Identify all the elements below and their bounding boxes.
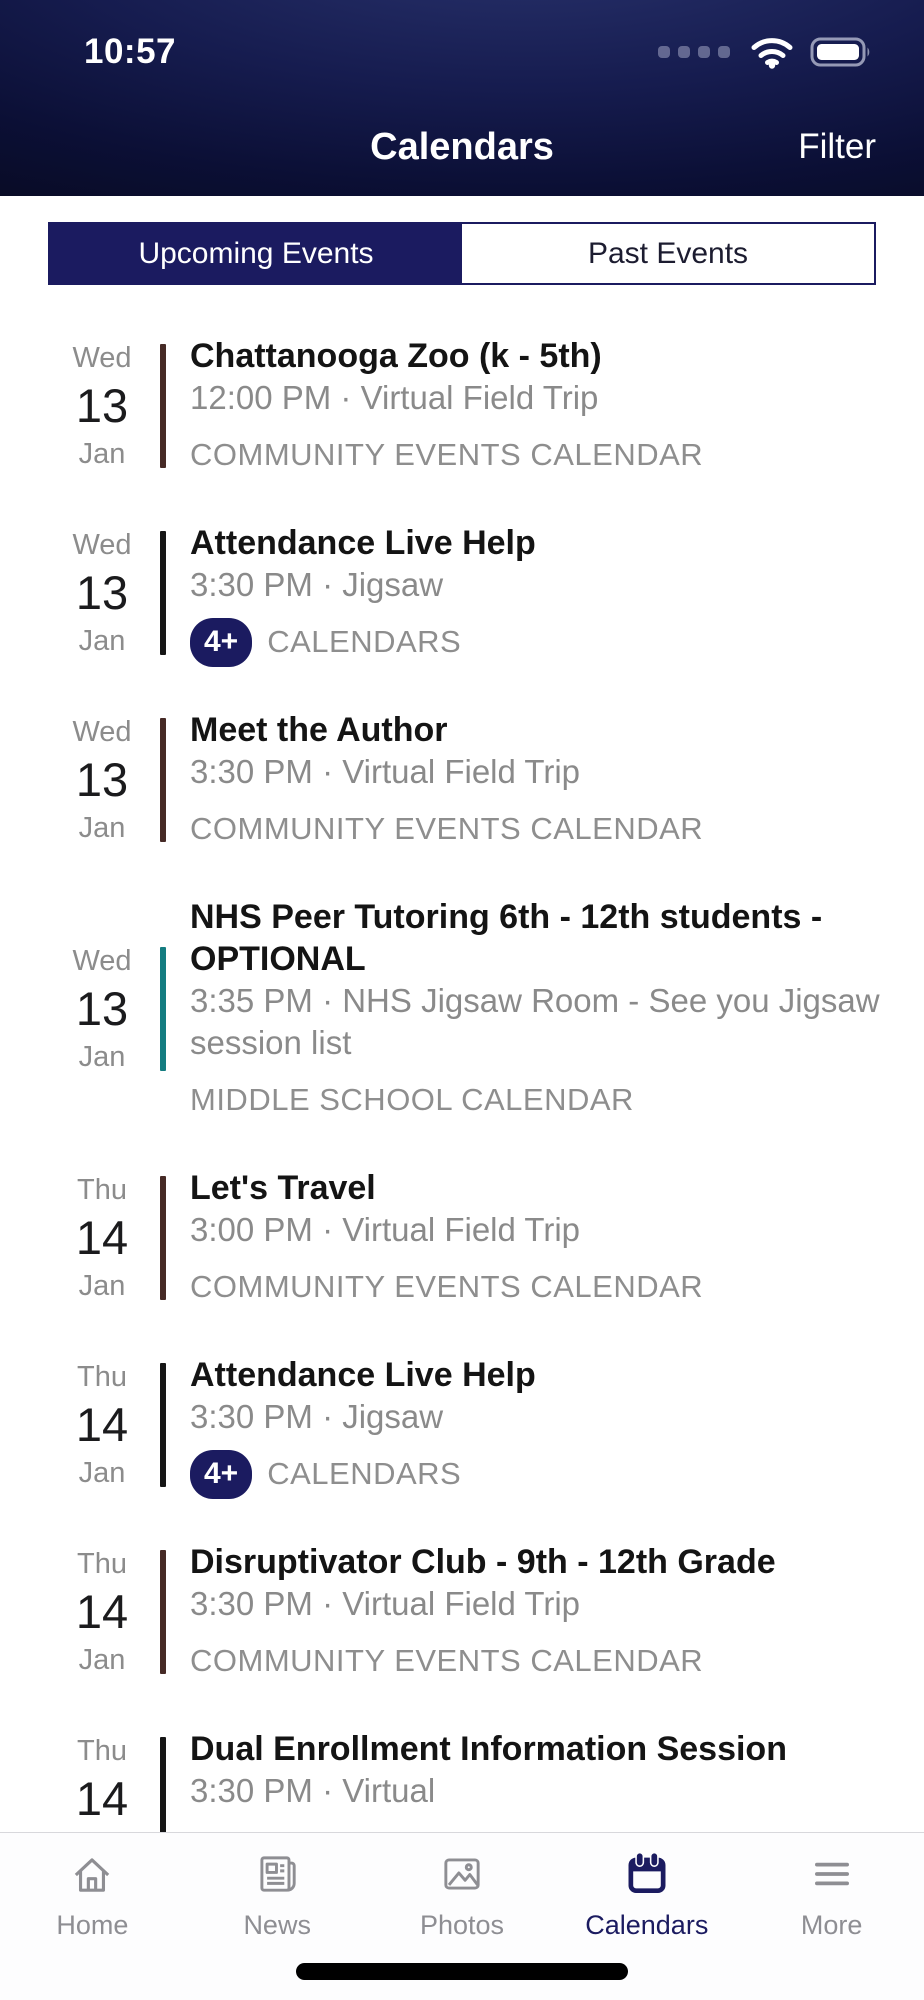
event-date-num: 14	[75, 1398, 129, 1451]
event-month: Jan	[78, 1041, 126, 1073]
event-color-bar	[160, 344, 166, 468]
event-title: NHS Peer Tutoring 6th - 12th students - OPTIONAL	[190, 898, 823, 978]
photos-icon	[437, 1849, 487, 1899]
event-color-bar	[160, 718, 166, 842]
calendar-icon	[622, 1849, 672, 1899]
event-calendar-row	[190, 1265, 890, 1309]
event-calendar-label: COMMUNITY EVENTS CALENDAR	[190, 811, 704, 846]
event-date-num: 14	[75, 1211, 129, 1264]
home-indicator[interactable]	[296, 1963, 628, 1980]
event-color-bar	[160, 947, 166, 1071]
event-date	[48, 1172, 156, 1304]
tab-label: More	[800, 1910, 863, 1940]
event-calendar-label: COMMUNITY EVENTS CALENDAR	[190, 1643, 704, 1678]
event-date-num: 14	[75, 1772, 129, 1825]
event-date	[48, 943, 156, 1075]
event-time-location: 3:30 PM · Virtual	[190, 1772, 436, 1809]
event-date-num: 13	[75, 753, 129, 806]
event-row[interactable]	[0, 1354, 924, 1496]
tab-label: Calendars	[585, 1910, 709, 1940]
event-row[interactable]	[0, 709, 924, 851]
event-color-bar	[160, 1550, 166, 1674]
event-month: Jan	[78, 1457, 126, 1489]
event-row[interactable]	[0, 522, 924, 664]
event-content	[190, 709, 890, 851]
news-icon	[252, 1849, 302, 1899]
event-content	[190, 335, 890, 477]
event-content	[190, 1167, 890, 1309]
calendar-count-badge: 4+	[190, 1450, 252, 1499]
event-month: Jan	[78, 625, 126, 657]
event-date-num: 13	[75, 379, 129, 432]
tab-past-events[interactable]: Past Events	[462, 224, 874, 283]
event-date	[48, 340, 156, 472]
event-day: Wed	[72, 342, 132, 374]
home-icon	[67, 1849, 117, 1899]
event-day: Wed	[72, 716, 132, 748]
event-time-location: 3:35 PM · NHS Jigsaw Room - See you Jigsaw session list	[190, 982, 880, 1061]
event-row[interactable]	[0, 1167, 924, 1309]
tab-label: Photos	[419, 1910, 505, 1940]
event-title: Dual Enrollment Information Session	[190, 1730, 787, 1768]
event-day: Wed	[72, 945, 132, 977]
event-date	[48, 1359, 156, 1491]
cellular-signal-icon	[658, 46, 730, 58]
event-calendar-row	[190, 620, 890, 664]
status-time: 10:57	[84, 32, 177, 71]
event-calendar-row	[190, 807, 890, 851]
app-header	[0, 0, 924, 196]
event-row[interactable]	[0, 896, 924, 1122]
event-title: Chattanooga Zoo (k - 5th)	[190, 337, 602, 375]
tab-home[interactable]	[0, 1833, 185, 2000]
event-calendar-row	[190, 433, 890, 477]
event-date-num: 13	[75, 566, 129, 619]
events-segmented-control	[48, 222, 876, 285]
event-calendar-row	[190, 1639, 890, 1683]
event-color-bar	[160, 1363, 166, 1487]
event-content	[190, 1354, 890, 1496]
event-time-location: 12:00 PM · Virtual Field Trip	[190, 379, 599, 416]
event-time-location: 3:30 PM · Jigsaw	[190, 1398, 444, 1435]
wifi-icon	[750, 35, 794, 69]
event-title: Attendance Live Help	[190, 524, 536, 562]
tab-more[interactable]	[739, 1833, 924, 2000]
event-title: Let's Travel	[190, 1169, 376, 1207]
event-content	[190, 522, 890, 664]
event-calendar-label: CALENDARS	[267, 1456, 462, 1491]
tab-label: News	[243, 1910, 311, 1940]
event-day: Thu	[77, 1174, 127, 1206]
event-color-bar	[160, 1176, 166, 1300]
event-date	[48, 714, 156, 846]
event-calendar-row	[190, 1078, 890, 1122]
calendar-count-badge: 4+	[190, 618, 252, 667]
nav-bar	[0, 116, 924, 178]
status-icons	[658, 35, 872, 69]
event-time-location: 3:00 PM · Virtual Field Trip	[190, 1211, 581, 1248]
event-title: Disruptivator Club - 9th - 12th Grade	[190, 1543, 776, 1581]
event-calendar-label: COMMUNITY EVENTS CALENDAR	[190, 437, 704, 472]
event-day: Thu	[77, 1548, 127, 1580]
tab-upcoming-events[interactable]: Upcoming Events	[50, 224, 462, 283]
event-content	[190, 1541, 890, 1683]
event-day: Thu	[77, 1735, 127, 1767]
event-date	[48, 1546, 156, 1678]
event-color-bar	[160, 531, 166, 655]
event-calendar-row	[190, 1452, 890, 1496]
filter-button[interactable]: Filter	[798, 116, 876, 178]
battery-icon	[810, 37, 872, 67]
event-month: Jan	[78, 812, 126, 844]
event-date-num: 14	[75, 1585, 129, 1638]
event-month: Jan	[78, 1270, 126, 1302]
event-date	[48, 527, 156, 659]
event-month: Jan	[78, 1644, 126, 1676]
event-title: Meet the Author	[190, 711, 448, 749]
event-time-location: 3:30 PM · Virtual Field Trip	[190, 1585, 581, 1622]
event-content	[190, 896, 890, 1122]
event-month: Jan	[78, 438, 126, 470]
event-date-num: 13	[75, 982, 129, 1035]
status-bar	[0, 24, 924, 80]
event-day: Thu	[77, 1361, 127, 1393]
event-calendar-label: MIDDLE SCHOOL CALENDAR	[190, 1082, 634, 1117]
page-title: Calendars	[370, 125, 554, 168]
tab-label: Home	[56, 1910, 129, 1940]
event-day: Wed	[72, 529, 132, 561]
event-title: Attendance Live Help	[190, 1356, 536, 1394]
event-calendar-label: COMMUNITY EVENTS CALENDAR	[190, 1269, 704, 1304]
event-calendar-label: CALENDARS	[267, 624, 462, 659]
event-row[interactable]	[0, 1541, 924, 1683]
event-row[interactable]	[0, 335, 924, 477]
event-time-location: 3:30 PM · Jigsaw	[190, 566, 444, 603]
event-time-location: 3:30 PM · Virtual Field Trip	[190, 753, 581, 790]
event-list	[0, 335, 924, 2000]
more-icon	[807, 1849, 857, 1899]
